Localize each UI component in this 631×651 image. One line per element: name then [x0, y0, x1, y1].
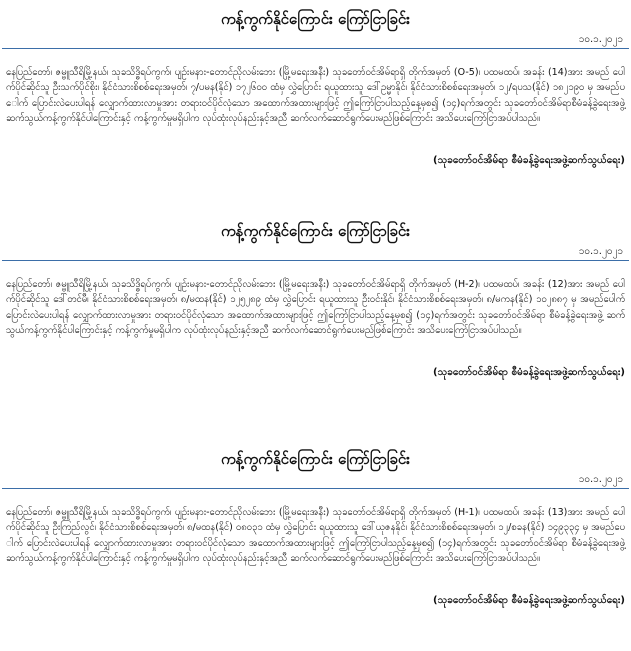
divider — [2, 260, 629, 261]
notice-signature: (သုခတော်ဝင်အိမ်ရာ စီမံခန့်ခွဲရေးအဖွဲ့ဆက်သွယ်ရေး) — [432, 367, 625, 378]
notice-body: နေပြည်တော်၊ ဇမ္ဗူသီရိမြို့နယ်၊ သုခသိဒ္ဓိရပ်ကွက်၊ ပျဉ်းမနား-တောင်ညိုလမ်းဘေး (မြို့မရေးအနီး) သုခတော်ဝင်အိမ်ရာရှိ တိုက်အမှတ် (H-1)၊ ပထမထပ်၊ အခန်း (13)အား အမည် ပေါက်ပိုင်ဆိုင်သူ ဦးကြည်လွင်၊ နိုင်ငံသားစိစစ်ရေးအမှတ်၊ ၈/မထန(နိုင်) ၀၈၀၃၁ ထံမှ လွှဲပြောင်း ရယူထားသူ ဒေါ်ယုဇနနိုင်၊ နိုင်ငံသားစိစစ်ရေးအမှတ်၊ ၁၂/စခန(နိုင်) ၁၄၉၃၃၄ မှ အမည်ပေါက် ပြောင်းလဲပေးပါရန် လျှောက်ထားလာမှုအား တရားဝင်ပိုင်လုံသော အထောက်အထားများဖြင့် ဤကြော်ငြာပါသည့်နေ့မှစ၍ (၁၄)ရက်အတွင်း သုခတော်ဝင်အိမ်ရာ စီမံခန့်ခွဲရေးအဖွဲ့ ဆက်သွယ်ကန့်ကွက်နိုင်ပါကြောင်းနှင့် ကန့်ကွက်မှုမရှိပါက လုပ်ထုံးလုပ်နည်းနှင့်အညီ ဆက်လက်ဆောင်ရွက်ပေးမည်ဖြစ်ကြောင်း အသိပေးကြော်ငြာအပ်ပါသည်။ — [6, 506, 625, 564]
notice-signature: (သုခတော်ဝင်အိမ်ရာ စီမံခန့်ခွဲရေးအဖွဲ့ဆက်သွယ်ရေး) — [432, 155, 625, 166]
notice — [0, 446, 631, 610]
notice-date: ၁၀.၁.၂၀၂၁ — [578, 246, 623, 257]
divider — [2, 488, 629, 489]
notice-body: နေပြည်တော်၊ ဇမ္ဗူသီရိမြို့နယ်၊ သုခသိဒ္ဓိရပ်ကွက်၊ ပျဉ်းမနား-တောင်ညိုလမ်းဘေး (မြို့မရေးအနီး) သုခတော်ဝင်အိမ်ရာရှိ တိုက်အမှတ် (H-2)၊ ပထမထပ်၊ အခန်း (12)အား အမည် ပေါက်ပိုင်ဆိုင်သူ ဒေါ်တင်မီ၊ နိုင်ငံသားစိစစ်ရေးအမှတ်၊ ၈/မထန(နိုင်) ၁၂၅၂၈၉ ထံမှ လွှဲပြောင်း ရယူထားသူ ဦးဝင်းနိုင်၊ နိုင်ငံသားစိစစ်ရေးအမှတ်၊ ၈/မကန(နိုင်) ၁၀၂၈၈၇ မှ အမည်ပေါက် ပြောင်းလဲပေးပါရန် လျှောက်ထားလာမှုအား တရားဝင်ပိုင်လုံသော အထောက်အထားများဖြင့် ဤကြော်ငြာပါသည့်နေ့မှစ၍ (၁၄)ရက်အတွင်း သုခတော်ဝင်အိမ်ရာ စီမံခန့်ခွဲရေးအဖွဲ့ ဆက်သွယ်ကန့်ကွက်နိုင်ပါကြောင်းနှင့် ကန့်ကွက်မှုမရှိပါက လုပ်ထုံးလုပ်နည်းနှင့်အညီ ဆက်လက်ဆောင်ရွက်ပေးမည်ဖြစ်ကြောင်း အသိပေးကြော်ငြာအပ်ပါသည်။ — [6, 278, 625, 336]
notice-body: နေပြည်တော်၊ ဇမ္ဗူသီရိမြို့နယ်၊ သုခသိဒ္ဓိရပ်ကွက်၊ ပျဉ်းမနား-တောင်ညိုလမ်းဘေး (မြို့မရေးအနီး) သုခတော်ဝင်အိမ်ရာရှိ တိုက်အမှတ် (O-5)၊ ပထမထပ်၊ အခန်း (14)အား အမည် ပေါက်ပိုင်ဆိုင်သူ ဦးသက်ပိုင်စိုး၊ နိုင်ငံသားစိစစ်ရေးအမှတ်၊ ၇/ပမန(နိုင်) ၁၇၂၆၀၀ ထံမှ လွှဲပြောင်း ရယူထားသူ ဒေါ်ဥမ္မာနိုင်၊ နိုင်ငံသားစိစစ်ရေးအမှတ်၊ ၁၂/ရပသ(နိုင်) ၁၈၂၁၉၀ မှ အမည်ပေါက် ပြောင်းလဲပေးပါရန် လျှောက်ထားလာမှုအား တရားဝင်ပိုင်လုံသော အထောက်အထားများဖြင့် ဤကြော်ငြာပါသည့်နေ့မှစ၍ (၁၄)ရက်အတွင်း သုခတော်ဝင်အိမ်ရာစီမံခန့်ခွဲရေးအဖွဲ့ ဆက်သွယ်ကန့်ကွက်နိုင်ပါကြောင်းနှင့် ကန့်ကွက်မှုမရှိပါက လုပ်ထုံးလုပ်နည်းနှင့်အညီ ဆက်လက်ဆောင်ရွက်ပေးမည်ဖြစ်ကြောင်း အသိပေးကြော်ငြာအပ်ပါသည်။ — [6, 66, 625, 124]
divider — [2, 48, 629, 49]
notice-title: ကန့်ကွက်နိုင်ကြောင်း ကြော်ငြာခြင်း — [221, 10, 410, 28]
notice-date: ၁၀.၁.၂၀၂၁ — [578, 34, 623, 45]
notice-date: ၁၀.၁.၂၀၂၁ — [578, 474, 623, 485]
notice-title: ကန့်ကွက်နိုင်ကြောင်း ကြော်ငြာခြင်း — [221, 222, 410, 240]
notice-signature: (သုခတော်ဝင်အိမ်ရာ စီမံခန့်ခွဲရေးအဖွဲ့ဆက်သွယ်ရေး) — [432, 595, 625, 606]
notice — [0, 218, 631, 382]
notice-title: ကန့်ကွက်နိုင်ကြောင်း ကြော်ငြာခြင်း — [221, 450, 410, 468]
notice — [0, 6, 631, 170]
